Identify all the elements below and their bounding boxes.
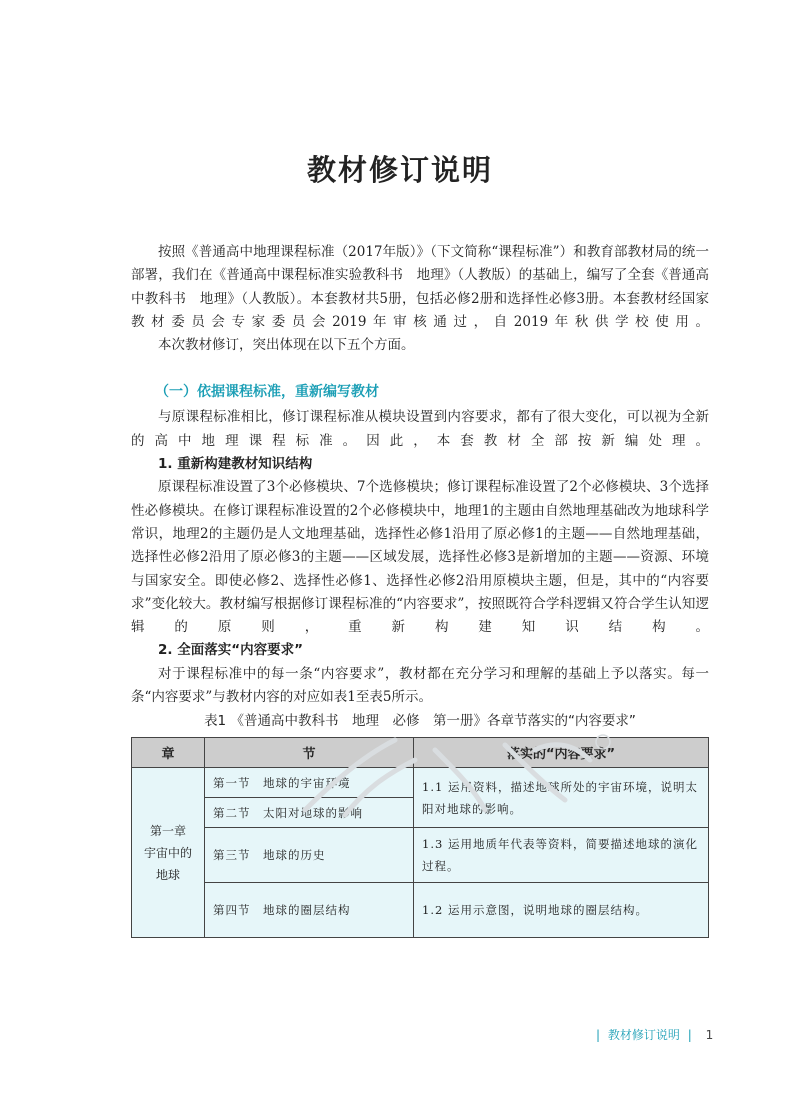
page-footer	[592, 1026, 713, 1043]
chapter-requirements-table	[131, 737, 709, 938]
section-heading-1: （一）依据课程标准，重新编写教材	[155, 384, 379, 401]
subsection2-paragraph: 对于课程标准中的每一条“内容要求”，教材都在充分学习和理解的基础上予以落实。每一条“内容要求”与教材内容的对应如表1至表5所示。	[131, 665, 709, 706]
table-header-chapter: 章	[132, 738, 205, 768]
requirement-cell: 1.2 运用示意图，说明地球的圈层结构。	[414, 883, 709, 938]
section-cell: 第一节 地球的宇宙环境	[205, 768, 414, 798]
table-row	[132, 883, 709, 938]
requirement-cell: 1.1 运用资料，描述地球所处的宇宙环境，说明太阳对地球的影响。	[414, 768, 709, 828]
footer-label: 教材修订说明	[607, 1028, 680, 1042]
section-cell: 第四节 地球的圈层结构	[205, 883, 414, 938]
footer-divider-right: |	[687, 1028, 692, 1042]
table-header-row	[132, 738, 709, 768]
intro-paragraph-2: 本次教材修订，突出体现在以下五个方面。	[158, 337, 415, 354]
table-row	[132, 768, 709, 798]
chapter-name: 第一章 宇宙中的 地球	[143, 823, 192, 882]
subsection-heading-1: 1. 重新构建教材知识结构	[158, 456, 313, 473]
page-number: 1	[705, 1028, 714, 1042]
section-cell: 第三节 地球的历史	[205, 828, 414, 883]
section-cell: 第二节 太阳对地球的影响	[205, 798, 414, 828]
footer-divider-left: |	[596, 1028, 601, 1042]
table-caption: 表1 《普通高中教科书 地理 必修 第一册》各章节落实的“内容要求”	[204, 713, 636, 730]
page-title: 教材修订说明	[306, 153, 493, 187]
subsection-heading-2: 2. 全面落实“内容要求”	[158, 642, 303, 659]
subsection1-paragraph: 原课程标准设置了3个必修模块、7个选修模块；修订课程标准设置了2个必修模块、3个选择性必修模块。在修订课程标准设置的2个必修模块中，地理1的主题由自然地理基础改为地球科学常识，地理2的主题仍是人文地理基础，选择性必修1沿用了原必修1的主题——自然地理基础，选择性必修2沿用了原必修3的主题——区域发展，选择性必修3是新增加的主题——资源、环境与国家安全。即使必修2、选择性必修1、选择性必修2沿用原模块主题，但是，其中的“内容要求”变化较大。教材编写根据修订课程标准的“内容要求”，按照既符合学科逻辑又符合学生认知逻辑的原则，重新构建知识结构。	[131, 479, 709, 636]
requirement-cell: 1.3 运用地质年代表等资料，简要描述地球的演化过程。	[414, 828, 709, 883]
table-row	[132, 828, 709, 883]
section1-paragraph: 与原课程标准相比，修订课程标准从模块设置到内容要求，都有了很大变化，可以视为全新的高中地理课程标准。因此，本套教材全部按新编处理。	[131, 409, 709, 449]
chapter-cell	[132, 768, 205, 938]
table-header-requirement: 落实的“内容要求”	[414, 738, 709, 768]
document-body	[131, 241, 709, 938]
table-header-section: 节	[205, 738, 414, 768]
intro-paragraph-1: 按照《普通高中地理课程标准（2017年版）》（下文简称“课程标准”）和教育部教材局的统一部署，我们在《普通高中课程标准实验教科书 地理》（人教版）的基础上，编写了全套《普通高中教科书 地理》（人教版）。本套教材共5册，包括必修2册和选择性必修3册。本套教材经国家教材委员会专家委员会2019年审核通过，自2019年秋供学校使用。	[131, 244, 709, 330]
